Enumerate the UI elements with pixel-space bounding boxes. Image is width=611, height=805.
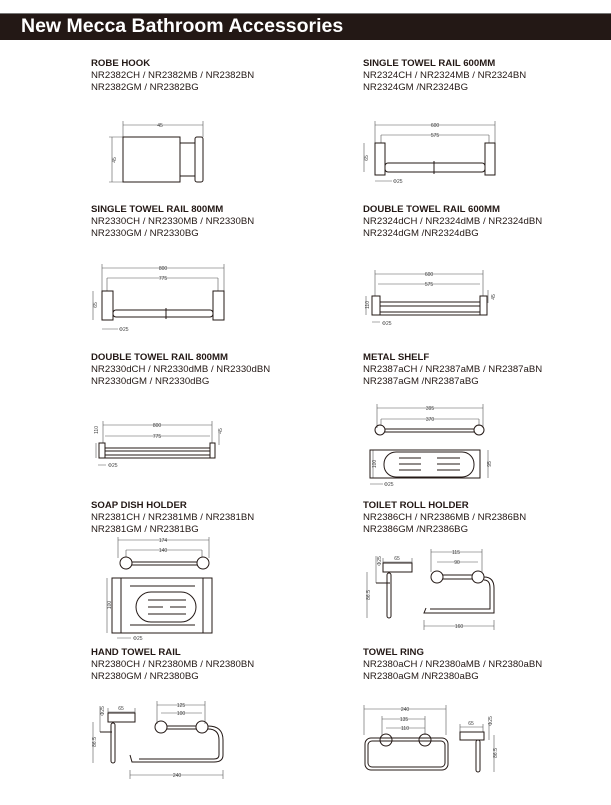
product-title: DOUBLE TOWEL RAIL 800MM [91, 352, 228, 363]
dimension-label: Φ25 [393, 179, 403, 185]
product-codes: NR2382CH / NR2382MB / NR2382BN [91, 69, 255, 81]
dimension-label: 775 [158, 276, 168, 282]
product-title: SINGLE TOWEL RAIL 800MM [91, 204, 224, 215]
dimension-label: 395 [425, 406, 435, 412]
dimension-label: 65 [468, 721, 474, 727]
robe-hook-drawing [109, 121, 203, 182]
dimension-label: 65 [118, 706, 124, 712]
product-title: SOAP DISH HOLDER [91, 500, 187, 511]
product-codes: NR2386CH / NR2386MB / NR2386BN [363, 511, 527, 523]
product-codes: NR2324GM /NR2324BG [363, 81, 469, 93]
product-codes: NR2387aCH / NR2387aMB / NR2387aBN [363, 363, 543, 375]
dimension-label: 115 [452, 550, 460, 556]
single-towel-rail-800-drawing [93, 264, 224, 333]
dimension-label: 45 [491, 294, 497, 300]
dimension-label: 240 [400, 707, 410, 713]
dimension-label: 140 [158, 548, 168, 554]
dimension-label: 65 [394, 556, 400, 562]
dimension-label: Φ25 [488, 716, 494, 726]
dimension-label: 600 [430, 123, 440, 129]
dimension-label: 86.5 [92, 737, 98, 747]
product-codes: NR2330dCH / NR2330dMB / NR2330dBN [91, 363, 271, 375]
dimension-label: 86.5 [493, 748, 499, 758]
dimension-label: 45 [157, 123, 163, 129]
dimension-label: 135 [399, 717, 409, 723]
dimension-label: 95 [487, 461, 493, 467]
hand-towel-rail-drawing [92, 701, 223, 779]
dimension-label: 775 [152, 434, 162, 440]
product-codes: NR2387aGM /NR2387aBG [363, 375, 479, 387]
product-codes: NR2330GM / NR2330BG [91, 227, 199, 239]
dimension-label: Φ25 [384, 482, 394, 488]
dimension-label: Φ25 [100, 706, 106, 716]
product-codes: NR2380aGM /NR2380aBG [363, 670, 479, 682]
towel-ring-drawing [364, 705, 499, 772]
product-codes: NR2380CH / NR2380MB / NR2380BN [91, 658, 255, 670]
product-codes: NR2382GM / NR2382BG [91, 81, 199, 93]
dimension-label: Φ25 [133, 636, 143, 642]
dimension-label: 86.5 [366, 590, 372, 600]
dimension-label: 160 [454, 624, 464, 630]
dimension-label: 90 [454, 560, 460, 566]
dimension-label: Φ25 [108, 463, 118, 469]
single-towel-rail-600-drawing [364, 121, 495, 185]
dimension-label: 575 [424, 282, 434, 288]
product-codes: NR2330dGM / NR2330dBG [91, 375, 210, 387]
dimension-label: 600 [424, 272, 434, 278]
product-title: SINGLE TOWEL RAIL 600MM [363, 58, 496, 69]
product-codes: NR2381GM / NR2381BG [91, 523, 199, 535]
dimension-label: 370 [425, 417, 435, 423]
product-codes: NR2386GM /NR2386BG [363, 523, 469, 535]
product-title: METAL SHELF [363, 352, 430, 363]
double-towel-rail-800-drawing [94, 421, 224, 469]
dimension-label: 65 [93, 302, 99, 308]
dimension-label: 45 [112, 157, 118, 163]
product-title: TOILET ROLL HOLDER [363, 500, 469, 511]
product-title: TOWEL RING [363, 647, 424, 658]
dimension-label: 45 [218, 428, 224, 434]
dimension-label: 100 [107, 600, 113, 610]
dimension-label: Φ25 [119, 327, 129, 333]
dimension-label: Φ25 [382, 321, 392, 327]
dimension-label: Φ25 [377, 556, 383, 566]
dimension-label: 65 [364, 155, 370, 161]
dimension-label: 125 [176, 703, 186, 709]
dimension-label: 174 [158, 538, 168, 544]
double-towel-rail-600-drawing [365, 270, 497, 327]
dimension-label: 575 [430, 133, 440, 139]
dimension-label: 800 [158, 266, 168, 272]
dimension-label: 110 [365, 301, 371, 309]
product-codes: NR2330CH / NR2330MB / NR2330BN [91, 215, 255, 227]
product-title: DOUBLE TOWEL RAIL 600MM [363, 204, 500, 215]
dimension-label: 240 [172, 773, 182, 779]
dimension-label: 800 [152, 423, 162, 429]
product-codes: NR2380aCH / NR2380aMB / NR2380aBN [363, 658, 543, 670]
product-codes: NR2324dGM /NR2324dBG [363, 227, 479, 239]
soap-dish-holder-drawing [107, 537, 212, 642]
product-title: ROBE HOOK [91, 58, 151, 69]
dimension-label: 110 [401, 726, 409, 732]
dimension-label: 100 [372, 459, 378, 469]
dimension-label: 110 [94, 426, 100, 434]
product-codes: NR2324CH / NR2324MB / NR2324BN [363, 69, 527, 81]
dimension-label: 100 [176, 711, 186, 717]
product-codes: NR2381CH / NR2381MB / NR2381BN [91, 511, 255, 523]
toilet-roll-holder-drawing [366, 549, 494, 630]
product-codes: NR2324dCH / NR2324dMB / NR2324dBN [363, 215, 543, 227]
metal-shelf-drawing [370, 404, 493, 488]
product-title: HAND TOWEL RAIL [91, 647, 181, 658]
product-codes: NR2380GM / NR2380BG [91, 670, 199, 682]
page-title: New Mecca Bathroom Accessories [21, 15, 344, 37]
